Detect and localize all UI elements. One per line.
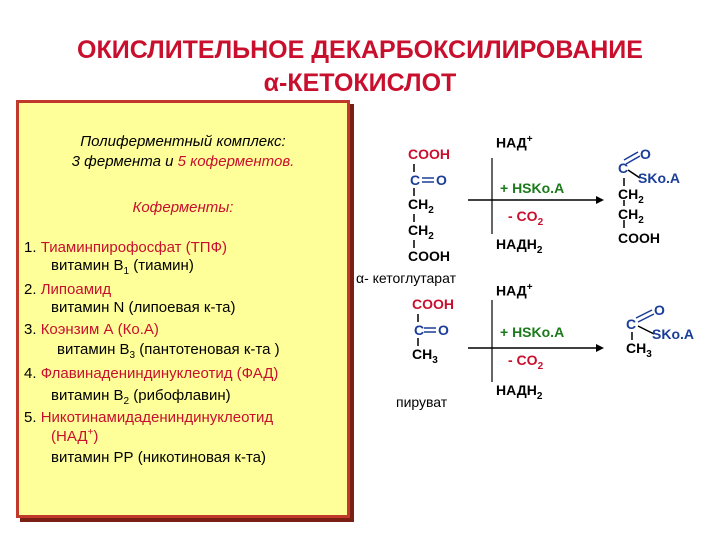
r2-product-ch3 [626, 340, 652, 360]
r1-ch2-a-sub: 2 [428, 204, 434, 216]
coenzyme-name-1: Тиаминпирофосфат (ТПФ) [40, 239, 227, 256]
r2-ch3-sub: 3 [432, 354, 438, 366]
r1-product-cooh: COOH [618, 230, 660, 246]
r1-product-ch2-a-sub: 2 [638, 194, 644, 206]
r1-co2-sub: 2 [537, 216, 544, 228]
coenzyme-num-1: 1. [24, 239, 41, 256]
r1-nad [496, 134, 533, 151]
coenzyme-name-4: Флавинадениндинуклеотид (ФАД) [40, 365, 279, 382]
r1-product-ch2-b-sub: 2 [638, 214, 644, 226]
r2-nad-text: НАД [496, 282, 527, 299]
r1-plus-hskoa: + HSKo.A [500, 180, 565, 196]
r2-ch3 [412, 346, 438, 366]
r2-oxygen: O [438, 322, 449, 338]
r2-product-skoa: SKo.A [652, 326, 694, 342]
coenzyme-name-5: Никотинамидадениндинуклеотид [40, 409, 274, 426]
panel-heading-2a: 3 фермента и [71, 153, 178, 170]
r1-nad-text: НАД [496, 134, 527, 151]
r2-carbon: C [414, 322, 425, 338]
r2-co2-sub: 2 [537, 360, 544, 372]
r2-nad [496, 282, 533, 299]
r2-plus-hskoa: + HSKo.A [500, 324, 565, 340]
nad-abbr-close: ) [93, 428, 99, 445]
r2-product-ch3-text: CH [626, 340, 647, 356]
reaction-arrowhead-1 [596, 196, 604, 204]
r1-product-ch2-a [618, 186, 644, 206]
panel-heading-1: Полиферментный комплекс: [80, 133, 286, 150]
r1-ch2-b-text: CH [408, 222, 429, 238]
r1-cooh-bottom: COOH [408, 248, 450, 264]
vitamin-3-text: витамин В [57, 341, 130, 358]
r2-substrate-name: пируват [396, 394, 448, 410]
r1-nadh-sub: 2 [536, 244, 543, 256]
r1-product-ch2-b [618, 206, 644, 226]
r1-co2-text: - CO [508, 208, 538, 224]
vitamin-1-text: витамин В [51, 257, 124, 274]
r1-product-carbon: C [618, 160, 629, 176]
r1-ch2-a-text: CH [408, 196, 429, 212]
vitamin-1-sub: 1 [123, 266, 130, 277]
coenzyme-num-5: 5. [24, 409, 41, 426]
r1-ch2-b [408, 222, 434, 242]
vitamin-3-sub: 3 [129, 350, 136, 361]
r1-nadh [496, 236, 542, 256]
r1-product-skoa: SKo.A [638, 170, 680, 186]
vitamin-2: витамин N (липоевая к-та) [51, 299, 236, 316]
r2-nadh-sub: 2 [536, 390, 543, 402]
title-line-2: α-КЕТОКИСЛОТ [263, 69, 457, 97]
coenzyme-num-4: 4. [24, 365, 41, 382]
r1-nad-sup: + [526, 134, 533, 145]
r1-carbon: C [410, 172, 421, 188]
vitamin-5: витамин РР (никотиновая к-та) [51, 449, 267, 466]
r2-ch3-text: CH [412, 346, 433, 362]
coenzymes-title: Коферменты: [132, 199, 234, 216]
r1-product-ch2-b-text: CH [618, 206, 639, 222]
r2-product-oxygen: O [654, 302, 665, 318]
nad-abbr-sup: + [87, 427, 94, 438]
r1-ch2-b-sub: 2 [428, 230, 434, 242]
coenzyme-num-2: 2. [24, 281, 41, 298]
r2-nadh [496, 382, 542, 402]
r2-nadh-text: НАДН [496, 382, 537, 398]
r1-product-oxygen: O [640, 146, 651, 162]
coenzyme-name-2: Липоамид [40, 281, 112, 298]
title-line-1: ОКИСЛИТЕЛЬНОЕ ДЕКАРБОКСИЛИРОВАНИЕ [77, 36, 643, 64]
r2-product-ch3-sub: 3 [646, 348, 652, 360]
vitamin-1-rest: (тиамин) [129, 257, 194, 274]
vitamin-4-sub: 2 [123, 396, 130, 407]
vitamin-3-rest: (пантотеновая к-та ) [135, 341, 280, 358]
r1-substrate-name: α- кетоглутарат [356, 270, 456, 286]
r2-minus-co2 [508, 352, 543, 372]
r1-oxygen: O [436, 172, 447, 188]
r2-product-carbon: C [626, 316, 637, 332]
r1-nadh-text: НАДН [496, 236, 537, 252]
vitamin-4-rest: (рибофлавин) [129, 387, 231, 404]
r1-ch2-a [408, 196, 434, 216]
r1-product-ch2-a-text: CH [618, 186, 639, 202]
r2-cooh: COOH [412, 296, 454, 312]
nad-abbr: (НАД [51, 428, 88, 445]
r2-co2-text: - CO [508, 352, 538, 368]
reaction-arrowhead-2 [596, 344, 604, 352]
r2-nad-sup: + [526, 282, 533, 293]
panel-heading-2b: 5 коферментов. [177, 153, 295, 170]
r1-minus-co2 [508, 208, 543, 228]
coenzyme-num-3: 3. [24, 321, 41, 338]
coenzyme-name-3: Коэнзим А (Ко.А) [40, 321, 159, 338]
vitamin-4-text: витамин В [51, 387, 124, 404]
r1-cooh-top: COOH [408, 146, 450, 162]
